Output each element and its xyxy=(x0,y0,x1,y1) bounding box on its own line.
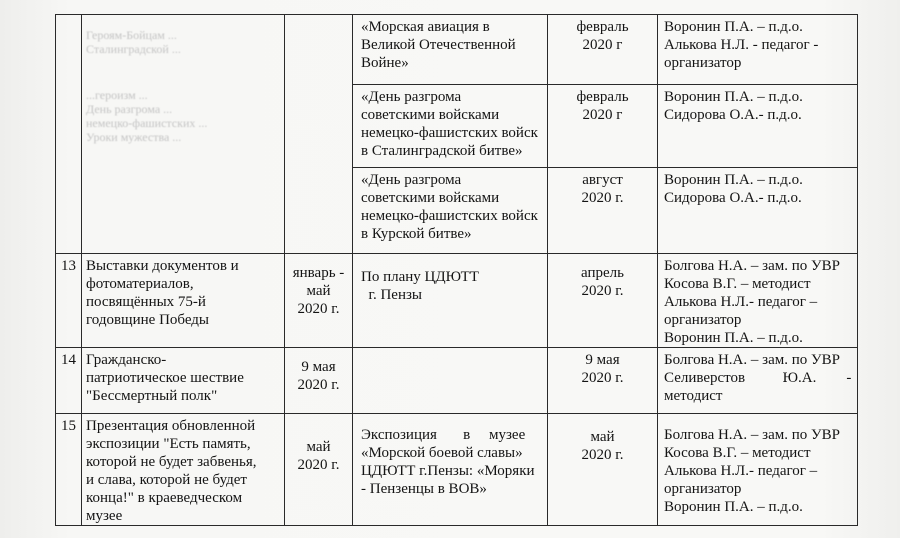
event-place-cell xyxy=(353,414,548,526)
place-line: По плану ЦДЮТТ xyxy=(361,269,479,285)
row-number xyxy=(56,15,82,254)
table-row xyxy=(56,15,858,85)
place-line: немецко-фашистских войск xyxy=(361,208,538,224)
place-line: Экспозиция в музее xyxy=(361,427,526,443)
place-line: «День разгрома xyxy=(361,89,462,105)
term-line: 2020 г xyxy=(582,107,623,123)
event-place-cell xyxy=(353,15,548,85)
date-line: май xyxy=(306,283,331,299)
responsible-line: Алькова Н.Л.- педагог – xyxy=(664,294,818,310)
bleed-line: Уроки мужества ... xyxy=(86,130,182,144)
responsible-line: Сидорова О.А.- п.д.о. xyxy=(664,107,802,123)
table-row xyxy=(56,254,858,348)
name-line: конца!" в краеведческом xyxy=(86,490,243,506)
event-term-cell xyxy=(548,254,658,348)
term-line: август xyxy=(582,172,623,188)
responsible-line: Воронин П.А. – п.д.о. xyxy=(664,499,803,515)
place-line: в Сталинградской битве» xyxy=(361,143,523,159)
event-date-cell xyxy=(285,15,353,254)
event-name-cell xyxy=(82,414,285,526)
responsible-cell xyxy=(658,15,858,85)
responsible-line: Болгова Н.А. – зам. по УВР xyxy=(664,352,840,368)
responsible-line: организатор xyxy=(664,55,742,71)
name-line: посвящённых 75-й xyxy=(86,294,206,310)
term-line: 2020 г. xyxy=(581,447,624,463)
responsible-line: методист xyxy=(664,388,723,404)
responsible-line: Сидорова О.А.- п.д.о. xyxy=(664,190,802,206)
name-line: "Бессмертный полк" xyxy=(86,388,218,404)
event-term-cell xyxy=(548,85,658,168)
term-line: февраль xyxy=(576,19,629,35)
name-line: и слава, которой не будет xyxy=(86,472,247,488)
date-line: январь - xyxy=(292,265,345,281)
event-date-cell xyxy=(285,348,353,414)
date-line: май xyxy=(306,439,331,455)
event-name-cell xyxy=(82,348,285,414)
event-date-cell xyxy=(285,254,353,348)
responsible-line: Косова В.Г. – методист xyxy=(664,445,811,461)
event-place-cell xyxy=(353,168,548,254)
responsible-line: Селиверстов Ю.А. - xyxy=(664,370,852,386)
responsible-cell xyxy=(658,85,858,168)
event-term-cell xyxy=(548,168,658,254)
responsible-line: организатор xyxy=(664,312,742,328)
responsible-line: Алькова Н.Л.- педагог – xyxy=(664,463,818,479)
date-line: 2020 г. xyxy=(297,377,340,393)
responsible-line: организатор xyxy=(664,481,742,497)
name-line: Выставки документов и xyxy=(86,258,239,274)
row-number: 15 xyxy=(56,414,82,526)
responsible-line: Воронин П.А. – п.д.о. xyxy=(664,19,803,35)
row-number: 14 xyxy=(56,348,82,414)
place-line: Войне» xyxy=(361,55,409,71)
bleed-line: Сталинградской ... xyxy=(86,42,181,56)
event-place-cell xyxy=(353,254,548,348)
name-line: музее xyxy=(86,508,123,524)
name-line: фотоматериалов, xyxy=(86,276,194,292)
term-line: 2020 г. xyxy=(581,370,624,386)
place-line: ЦДЮТТ г.Пензы: «Моряки xyxy=(361,463,535,479)
place-line: «День разгрома xyxy=(361,172,462,188)
bleed-line: Героям-Бойцам ... xyxy=(86,28,177,42)
responsible-line: Воронин П.А. – п.д.о. xyxy=(664,330,803,346)
bleed-line: немецко-фашистских ... xyxy=(86,116,208,130)
place-line: советскими войсками xyxy=(361,107,500,123)
place-line: в Курской битве» xyxy=(361,226,472,242)
place-line: немецко-фашистских войск xyxy=(361,125,538,141)
responsible-cell xyxy=(658,168,858,254)
term-line: февраль xyxy=(576,89,629,105)
name-line: годовщине Победы xyxy=(86,312,210,328)
responsible-line: Косова В.Г. – методист xyxy=(664,276,811,292)
name-line: патриотическое шествие xyxy=(86,370,244,386)
responsible-line: Алькова Н.Л. - педагог - xyxy=(664,37,819,53)
date-line: 9 мая xyxy=(301,359,336,375)
table-row xyxy=(56,348,858,414)
term-line: 2020 г. xyxy=(581,190,624,206)
place-line xyxy=(361,18,539,36)
event-place-cell xyxy=(353,348,548,414)
bleed-line: ...героизм ... xyxy=(86,88,148,102)
responsible-line: Болгова Н.А. – зам. по УВР xyxy=(664,258,840,274)
name-line: экспозиции "Есть память, xyxy=(86,436,251,452)
place-line: - Пензенцы в ВОВ» xyxy=(361,481,487,497)
name-line: Гражданско- xyxy=(86,352,167,368)
events-table xyxy=(55,14,858,526)
event-term-cell xyxy=(548,348,658,414)
table-row xyxy=(56,414,858,526)
name-line: которой не будет забвенья, xyxy=(86,454,257,470)
event-term-cell xyxy=(548,414,658,526)
event-name-cell xyxy=(82,15,285,254)
bleed-line: День разгрома ... xyxy=(86,102,173,116)
event-date-cell xyxy=(285,414,353,526)
responsible-line: Болгова Н.А. – зам. по УВР xyxy=(664,427,840,443)
name-line: Презентация обновленной xyxy=(86,418,256,434)
date-line: 2020 г. xyxy=(297,301,340,317)
place-line: Великой Отечественной xyxy=(361,37,516,53)
date-line: 2020 г. xyxy=(297,457,340,473)
event-term-cell xyxy=(548,15,658,85)
event-place-cell xyxy=(353,85,548,168)
term-line: 2020 г. xyxy=(581,283,624,299)
event-name-cell xyxy=(82,254,285,348)
responsible-cell xyxy=(658,254,858,348)
responsible-line: Воронин П.А. – п.д.о. xyxy=(664,172,803,188)
term-line: апрель xyxy=(581,265,624,281)
place-line: г. Пензы xyxy=(361,287,422,303)
responsible-cell xyxy=(658,348,858,414)
responsible-cell xyxy=(658,414,858,526)
place-text: «Морская авиация в xyxy=(361,19,490,35)
row-number: 13 xyxy=(56,254,82,348)
term-line: 9 мая xyxy=(585,352,620,368)
responsible-line: Воронин П.А. – п.д.о. xyxy=(664,89,803,105)
place-line: советскими войсками xyxy=(361,190,500,206)
term-line: 2020 г xyxy=(582,37,623,53)
place-line: «Морской боевой славы» xyxy=(361,445,523,461)
term-line: май xyxy=(590,429,615,445)
